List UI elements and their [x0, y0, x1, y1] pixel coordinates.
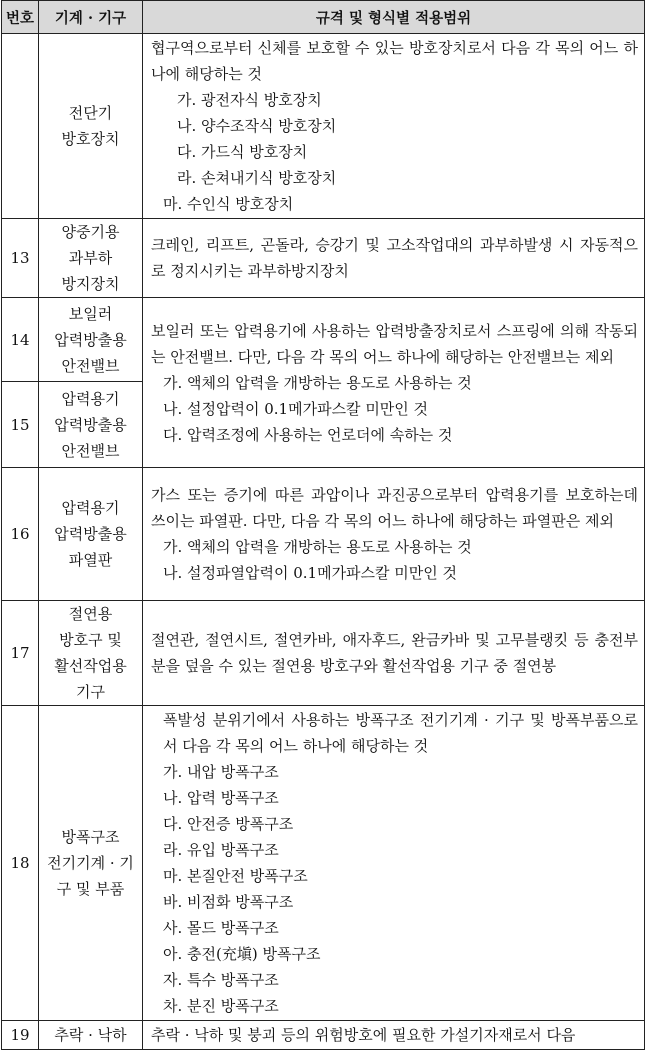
row-number [2, 34, 39, 219]
device-scope: 폭발성 분위기에서 사용하는 방폭구조 전기기계 · 기구 및 방폭부품으로서 다음 각 목의 어느 하나에 해당하는 것 가. 내압 방폭구조 나. 압력 방폭구조 다. 안전증 방폭구조 라. 유입 방폭구조 마. 본질안전 방폭구조 바. 비점화 방폭구조 사. 몰드 방폭구조 아. 충전(充塡) 방폭구조 자. 특수 방폭구조 차. 분진 방폭구조 [143, 706, 645, 1021]
row-number: 16 [2, 468, 39, 601]
table-row [2, 1021, 645, 1050]
device-name: 양중기용 과부하 방지장치 [39, 219, 143, 298]
row-number: 14 [2, 298, 39, 382]
row-number: 13 [2, 219, 39, 298]
device-scope: 절연관, 절연시트, 절연카바, 애자후드, 완금카바 및 고무블랭킷 등 충전부분을 덮을 수 있는 절연용 방호구와 활선작업용 기구 중 절연봉 [143, 601, 645, 706]
header-num: 번호 [2, 1, 39, 34]
row-number: 18 [2, 706, 39, 1021]
device-name: 전단기 방호장치 [39, 34, 143, 219]
device-name: 압력용기 압력방출용 파열판 [39, 468, 143, 601]
table-row [2, 298, 645, 382]
device-scope: 보일러 또는 압력용기에 사용하는 압력방출장치로서 스프링에 의해 작동되는 안전밸브. 다만, 다음 각 목의 어느 하나에 해당하는 안전밸브는 제외 가. 액체의 압력을 개방하는 용도로 사용하는 것 나. 설정압력이 0.1메가파스칼 미만인 것 다. 압력조정에 사용하는 언로더에 속하는 것 [143, 298, 645, 468]
header-name: 기계 · 기구 [39, 1, 143, 34]
table-row [2, 601, 645, 706]
device-scope: 협구역으로부터 신체를 보호할 수 있는 방호장치로서 다음 각 목의 어느 하나에 해당하는 것 가. 광전자식 방호장치 나. 양수조작식 방호장치 다. 가드식 방호장치 라. 손쳐내기식 방호장치 마. 수인식 방호장치 [143, 34, 645, 219]
table-row [2, 219, 645, 298]
device-name: 보일러 압력방출용 안전밸브 [39, 298, 143, 382]
table-row [2, 468, 645, 601]
table-row [2, 34, 645, 219]
device-scope: 가스 또는 증기에 따른 과압이나 과진공으로부터 압력용기를 보호하는데 쓰이는 파열판. 다만, 다음 각 목의 어느 하나에 해당하는 파열판은 제외 가. 액체의 압력을 개방하는 용도로 사용하는 것 나. 설정파열압력이 0.1메가파스칼 미만인 것 [143, 468, 645, 601]
device-name: 추락 · 낙하 [39, 1021, 143, 1050]
table-row [2, 706, 645, 1021]
device-scope: 크레인, 리프트, 곤돌라, 승강기 및 고소작업대의 과부하발생 시 자동적으로 정지시키는 과부하방지장치 [143, 219, 645, 298]
safety-device-table [1, 0, 645, 1050]
header-row [2, 1, 645, 34]
header-desc: 규격 및 형식별 적용범위 [143, 1, 645, 34]
row-number: 17 [2, 601, 39, 706]
device-scope: 추락 · 낙하 및 붕괴 등의 위험방호에 필요한 가설기자재로서 다음 [143, 1021, 645, 1050]
device-name: 압력용기 압력방출용 안전밸브 [39, 382, 143, 468]
device-name: 방폭구조 전기기계 · 기 구 및 부품 [39, 706, 143, 1021]
row-number: 19 [2, 1021, 39, 1050]
row-number: 15 [2, 382, 39, 468]
device-name: 절연용 방호구 및 활선작업용 기구 [39, 601, 143, 706]
